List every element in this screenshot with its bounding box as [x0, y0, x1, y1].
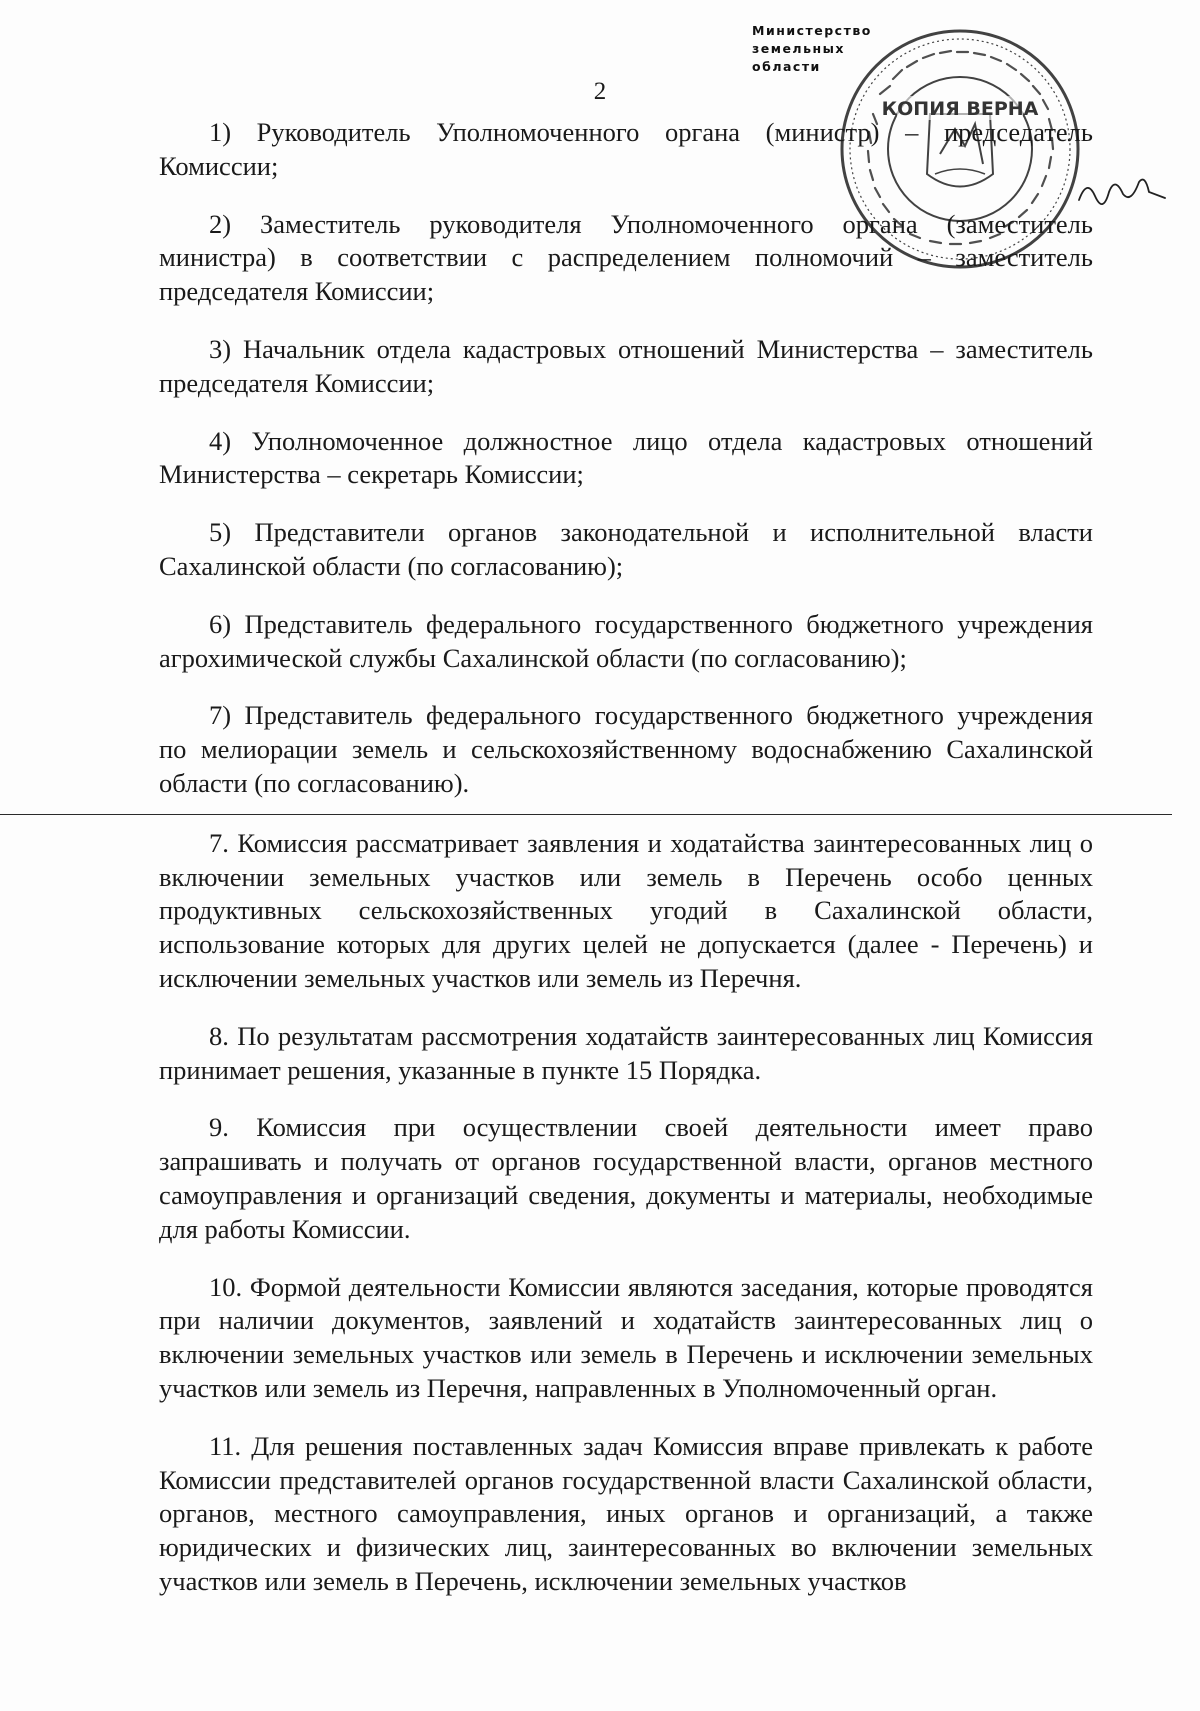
paragraph-12: 11. Для решения поставленных задач Комиссия вправе привлекать к работе Комиссии представителей органов государственной власти Сахалинской области, органов, местного самоуправления, иных органов и организаций, а также юридических и физических лиц, заинтересованных во включении земельных участков или земель в Перечень, исключении земельных участков — [159, 1430, 1093, 1596]
paragraph-10: 9. Комиссия при осуществлении своей деятельности имеет право запрашивать и получать от органов государственной власти, органов местного самоуправления и организаций сведения, документы и материалы, необходимые для работы Комиссии. — [159, 1112, 1093, 1244]
paragraph-11: 10. Формой деятельности Комиссии являются заседания, которые проводятся при наличии документов, заявлений и ходатайств заинтересованных лиц о включении земельных участков или земель в Перечень и исключении земельных участков или земель из Перечня, направленных в Уполномоченный орган. — [159, 1271, 1093, 1403]
paragraph-4: 4) Уполномоченное должностное лицо отдела кадастровых отношений Министерства – секретарь Комиссии; — [159, 425, 1093, 490]
stamp-line-3: области — [752, 59, 821, 74]
paragraph-5: 5) Представители органов законодательной и исполнительной власти Сахалинской области (по согласованию); — [159, 517, 1093, 581]
paragraph-8: 7. Комиссия рассматривает заявления и ходатайства заинтересованных лиц о включении земельных участков или земель в Перечень особо ценных продуктивных сельскохозяйственных угодий в Сахалинской области, использование которых для других целей не допускается (далее - Перечень) и исключении земельных участков или земель из Перечня. — [159, 827, 1093, 993]
document-body — [159, 116, 1093, 1623]
paragraph-7: 7) Представитель федерального государственного бюджетного учреждения по мелиорации земель и сельскохозяйственному водоснабжению Сахалинской области (по согласованию). — [159, 700, 1093, 798]
paragraph-1: 1) Руководитель Уполномоченного органа (министр) – председатель Комиссии; — [159, 117, 1093, 181]
paragraph-2: 2) Заместитель руководителя Уполномоченного органа (заместитель министра) в соответствии с распределением полномочий – заместитель председателя Комиссии; — [159, 208, 1093, 307]
paragraph-3: 3) Начальник отдела кадастровых отношений Министерства – заместитель председателя Комиссии; — [159, 333, 1093, 398]
stamp-line-1: Министерство — [752, 23, 872, 38]
horizontal-divider — [0, 814, 1172, 815]
stamp-line-2: земельных — [752, 41, 845, 56]
paragraph-6: 6) Представитель федерального государственного бюджетного учреждения агрохимической службы Сахалинской области (по согласованию); — [159, 608, 1093, 673]
stamp-label: КОПИЯ ВЕРНА — [881, 98, 1039, 120]
paragraph-9: 8. По результатам рассмотрения ходатайств заинтересованных лиц Комиссия принимает решения, указанные в пункте 15 Порядка. — [159, 1020, 1093, 1085]
page-number: 2 — [593, 78, 607, 105]
